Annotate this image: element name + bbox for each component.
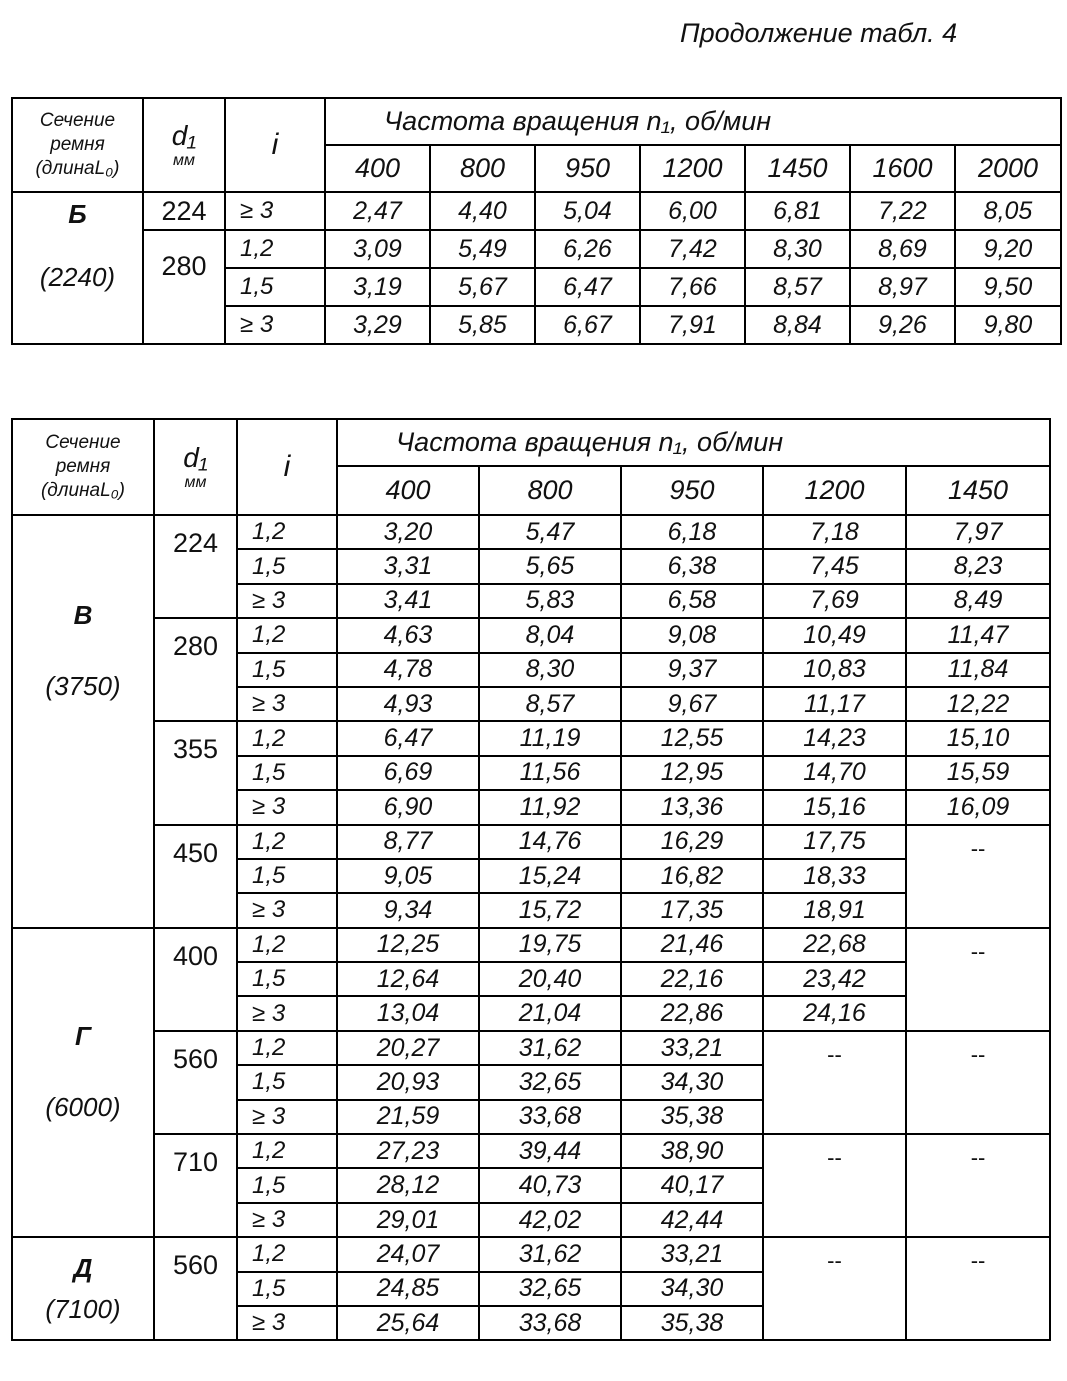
section-cell — [12, 1237, 154, 1340]
value-cell: 6,18 — [621, 515, 763, 549]
value-cell: 23,42 — [763, 962, 906, 996]
i-cell: 1,5 — [237, 1168, 337, 1202]
value-cell: 8,49 — [906, 584, 1050, 618]
header-d1 — [154, 419, 237, 515]
empty-value-cell: -- — [906, 1237, 1050, 1340]
value-cell: 11,47 — [906, 618, 1050, 652]
section-name: Д — [73, 1252, 93, 1283]
value-cell: 6,69 — [337, 756, 479, 790]
value-cell: 16,29 — [621, 825, 763, 859]
value-cell: 3,09 — [325, 230, 430, 268]
value-cell: 18,33 — [763, 859, 906, 893]
table-row — [12, 515, 1050, 549]
value-cell: 7,97 — [906, 515, 1050, 549]
i-cell: ≥ 3 — [237, 1203, 337, 1237]
value-cell: 11,92 — [479, 790, 621, 824]
value-cell: 3,41 — [337, 584, 479, 618]
value-cell: 14,76 — [479, 825, 621, 859]
value-cell: 5,83 — [479, 584, 621, 618]
value-cell: 5,47 — [479, 515, 621, 549]
frequency-header: 800 — [479, 466, 621, 515]
value-cell: 8,30 — [479, 653, 621, 687]
d1-cell: 560 — [154, 1031, 237, 1134]
header-section-line3: (длинаL₀) — [40, 480, 126, 501]
section-name: В — [73, 600, 93, 631]
table-caption: Продолжение табл. 4 — [680, 18, 958, 48]
header-section-line1: Сечение — [39, 110, 116, 131]
value-cell: 8,84 — [745, 306, 850, 344]
value-cell: 6,90 — [337, 790, 479, 824]
value-cell: 12,25 — [337, 928, 479, 962]
value-cell: 7,42 — [640, 230, 745, 268]
value-cell: 39,44 — [479, 1134, 621, 1168]
value-cell: 11,19 — [479, 721, 621, 755]
i-cell: 1,5 — [237, 962, 337, 996]
value-cell: 5,67 — [430, 268, 535, 306]
value-cell: 6,38 — [621, 549, 763, 583]
value-cell: 15,24 — [479, 859, 621, 893]
value-cell: 6,81 — [745, 192, 850, 230]
i-cell: 1,5 — [225, 268, 325, 306]
section-cell — [12, 928, 154, 1238]
value-cell: 25,64 — [337, 1306, 479, 1340]
frequency-header: 1450 — [745, 145, 850, 192]
header-frequency: Частота вращения n₁, об/мин — [325, 98, 1061, 145]
section-length: (2240) — [39, 262, 116, 292]
header-d1-unit: мм — [184, 474, 207, 491]
value-cell: 7,45 — [763, 549, 906, 583]
header-section-line2: ремня — [50, 134, 105, 155]
i-cell: 1,2 — [237, 928, 337, 962]
header-section-line2: ремня — [55, 456, 111, 477]
header-section-line3: (длинаL₀) — [35, 158, 120, 179]
header-i: i — [237, 419, 337, 515]
d1-cell: 224 — [154, 515, 237, 618]
table-row — [12, 928, 1050, 962]
i-cell: ≥ 3 — [237, 893, 337, 927]
value-cell: 22,86 — [621, 996, 763, 1030]
table-row — [12, 618, 1050, 652]
value-cell: 28,12 — [337, 1168, 479, 1202]
frequency-header: 800 — [430, 145, 535, 192]
i-cell: ≥ 3 — [237, 687, 337, 721]
value-cell: 12,55 — [621, 721, 763, 755]
value-cell: 35,38 — [621, 1100, 763, 1134]
value-cell: 9,08 — [621, 618, 763, 652]
value-cell: 10,49 — [763, 618, 906, 652]
value-cell: 3,19 — [325, 268, 430, 306]
value-cell: 17,75 — [763, 825, 906, 859]
value-cell: 2,47 — [325, 192, 430, 230]
empty-value-cell: -- — [763, 1031, 906, 1134]
header-i: i — [225, 98, 325, 192]
value-cell: 15,72 — [479, 893, 621, 927]
section-spacer — [13, 631, 153, 671]
value-cell: 11,84 — [906, 653, 1050, 687]
empty-value-cell: -- — [906, 928, 1050, 1031]
section-spacer — [13, 230, 142, 262]
value-cell: 7,18 — [763, 515, 906, 549]
value-cell: 22,16 — [621, 962, 763, 996]
frequency-header: 1450 — [906, 466, 1050, 515]
value-cell: 15,16 — [763, 790, 906, 824]
value-cell: 16,09 — [906, 790, 1050, 824]
empty-value-cell: -- — [763, 1237, 906, 1340]
value-cell: 12,64 — [337, 962, 479, 996]
value-cell: 7,69 — [763, 584, 906, 618]
frequency-header: 950 — [535, 145, 640, 192]
table-section-b — [11, 97, 1062, 345]
value-cell: 9,26 — [850, 306, 955, 344]
value-cell: 13,36 — [621, 790, 763, 824]
i-cell: 1,5 — [237, 653, 337, 687]
i-cell: 1,5 — [237, 549, 337, 583]
header-d1-unit: мм — [173, 152, 195, 169]
frequency-header: 1200 — [640, 145, 745, 192]
value-cell: 9,37 — [621, 653, 763, 687]
value-cell: 8,77 — [337, 825, 479, 859]
d1-cell: 710 — [154, 1134, 237, 1237]
i-cell: 1,2 — [237, 515, 337, 549]
section-length: (6000) — [45, 1092, 121, 1123]
value-cell: 12,95 — [621, 756, 763, 790]
table-row — [12, 230, 1061, 268]
value-cell: 4,78 — [337, 653, 479, 687]
section-name: Б — [68, 199, 87, 229]
value-cell: 11,56 — [479, 756, 621, 790]
section-length: (7100) — [45, 1293, 121, 1324]
value-cell: 9,05 — [337, 859, 479, 893]
section-spacer — [13, 1052, 153, 1092]
i-cell: ≥ 3 — [237, 790, 337, 824]
table-row — [12, 825, 1050, 859]
value-cell: 11,17 — [763, 687, 906, 721]
i-cell: 1,5 — [237, 756, 337, 790]
value-cell: 27,23 — [337, 1134, 479, 1168]
value-cell: 17,35 — [621, 893, 763, 927]
value-cell: 8,30 — [745, 230, 850, 268]
value-cell: 21,04 — [479, 996, 621, 1030]
d1-cell: 560 — [154, 1237, 237, 1340]
value-cell: 18,91 — [763, 893, 906, 927]
header-section — [12, 419, 154, 515]
value-cell: 3,20 — [337, 515, 479, 549]
table-row — [12, 1237, 1050, 1271]
header-frequency: Частота вращения n₁, об/мин — [337, 419, 1050, 466]
value-cell: 24,85 — [337, 1272, 479, 1306]
value-cell: 6,67 — [535, 306, 640, 344]
value-cell: 12,22 — [906, 687, 1050, 721]
value-cell: 34,30 — [621, 1272, 763, 1306]
header-d1 — [143, 98, 225, 192]
value-cell: 10,83 — [763, 653, 906, 687]
table-row — [12, 721, 1050, 755]
value-cell: 20,93 — [337, 1065, 479, 1099]
value-cell: 42,02 — [479, 1203, 621, 1237]
frequency-header: 1600 — [850, 145, 955, 192]
value-cell: 4,93 — [337, 687, 479, 721]
value-cell: 24,16 — [763, 996, 906, 1030]
section-cell — [12, 192, 143, 344]
value-cell: 6,47 — [337, 721, 479, 755]
value-cell: 7,91 — [640, 306, 745, 344]
value-cell: 16,82 — [621, 859, 763, 893]
value-cell: 9,80 — [955, 306, 1061, 344]
value-cell: 8,69 — [850, 230, 955, 268]
value-cell: 9,34 — [337, 893, 479, 927]
value-cell: 9,50 — [955, 268, 1061, 306]
i-cell: ≥ 3 — [237, 996, 337, 1030]
value-cell: 40,17 — [621, 1168, 763, 1202]
value-cell: 32,65 — [479, 1272, 621, 1306]
value-cell: 14,70 — [763, 756, 906, 790]
frequency-header: 1200 — [763, 466, 906, 515]
header-section — [12, 98, 143, 192]
i-cell: 1,2 — [237, 618, 337, 652]
value-cell: 14,23 — [763, 721, 906, 755]
i-cell: ≥ 3 — [237, 1100, 337, 1134]
empty-value-cell: -- — [906, 1031, 1050, 1134]
value-cell: 32,65 — [479, 1065, 621, 1099]
d1-cell: 280 — [143, 230, 225, 344]
value-cell: 6,00 — [640, 192, 745, 230]
i-cell: 1,2 — [225, 230, 325, 268]
value-cell: 31,62 — [479, 1237, 621, 1271]
value-cell: 8,05 — [955, 192, 1061, 230]
value-cell: 20,27 — [337, 1031, 479, 1065]
value-cell: 29,01 — [337, 1203, 479, 1237]
value-cell: 6,47 — [535, 268, 640, 306]
value-cell: 8,23 — [906, 549, 1050, 583]
value-cell: 13,04 — [337, 996, 479, 1030]
empty-value-cell: -- — [906, 825, 1050, 928]
value-cell: 7,22 — [850, 192, 955, 230]
value-cell: 9,67 — [621, 687, 763, 721]
value-cell: 15,10 — [906, 721, 1050, 755]
i-cell: 1,2 — [237, 825, 337, 859]
value-cell: 5,49 — [430, 230, 535, 268]
section-cell — [12, 515, 154, 928]
d1-cell: 280 — [154, 618, 237, 721]
value-cell: 3,31 — [337, 549, 479, 583]
value-cell: 8,57 — [479, 687, 621, 721]
table-row — [12, 192, 1061, 230]
i-cell: 1,5 — [237, 1272, 337, 1306]
value-cell: 34,30 — [621, 1065, 763, 1099]
d1-cell: 355 — [154, 721, 237, 824]
i-cell: 1,2 — [237, 1031, 337, 1065]
frequency-header: 2000 — [955, 145, 1061, 192]
header-d1-label: d₁ — [171, 120, 197, 151]
value-cell: 40,73 — [479, 1168, 621, 1202]
section-length: (3750) — [45, 671, 121, 702]
value-cell: 33,68 — [479, 1100, 621, 1134]
i-cell: 1,2 — [237, 1237, 337, 1271]
value-cell: 38,90 — [621, 1134, 763, 1168]
value-cell: 31,62 — [479, 1031, 621, 1065]
d1-cell: 224 — [143, 192, 225, 230]
value-cell: 33,68 — [479, 1306, 621, 1340]
value-cell: 33,21 — [621, 1237, 763, 1271]
value-cell: 24,07 — [337, 1237, 479, 1271]
value-cell: 21,46 — [621, 928, 763, 962]
frequency-header: 400 — [337, 466, 479, 515]
value-cell: 8,04 — [479, 618, 621, 652]
value-cell: 5,04 — [535, 192, 640, 230]
i-cell: 1,5 — [237, 859, 337, 893]
value-cell: 42,44 — [621, 1203, 763, 1237]
value-cell: 9,20 — [955, 230, 1061, 268]
value-cell: 8,97 — [850, 268, 955, 306]
i-cell: ≥ 3 — [225, 192, 325, 230]
value-cell: 5,65 — [479, 549, 621, 583]
empty-value-cell: -- — [763, 1134, 906, 1237]
value-cell: 22,68 — [763, 928, 906, 962]
i-cell: 1,2 — [237, 721, 337, 755]
value-cell: 19,75 — [479, 928, 621, 962]
i-cell: ≥ 3 — [237, 584, 337, 618]
frequency-header: 400 — [325, 145, 430, 192]
i-cell: 1,2 — [237, 1134, 337, 1168]
value-cell: 20,40 — [479, 962, 621, 996]
section-name: Г — [75, 1021, 91, 1052]
table-row — [12, 1031, 1050, 1065]
i-cell: 1,5 — [237, 1065, 337, 1099]
d1-cell: 450 — [154, 825, 237, 928]
frequency-header: 950 — [621, 466, 763, 515]
section-spacer — [13, 1284, 153, 1294]
header-d1-label: d₁ — [183, 442, 208, 473]
value-cell: 4,40 — [430, 192, 535, 230]
value-cell: 6,58 — [621, 584, 763, 618]
header-section-line1: Сечение — [45, 432, 121, 453]
value-cell: 4,63 — [337, 618, 479, 652]
value-cell: 21,59 — [337, 1100, 479, 1134]
value-cell: 15,59 — [906, 756, 1050, 790]
i-cell: ≥ 3 — [225, 306, 325, 344]
empty-value-cell: -- — [906, 1134, 1050, 1237]
value-cell: 33,21 — [621, 1031, 763, 1065]
d1-cell: 400 — [154, 928, 237, 1031]
i-cell: ≥ 3 — [237, 1306, 337, 1340]
value-cell: 35,38 — [621, 1306, 763, 1340]
table-sections-v-g-d — [11, 418, 1051, 1341]
value-cell: 6,26 — [535, 230, 640, 268]
table-row — [12, 1134, 1050, 1168]
value-cell: 7,66 — [640, 268, 745, 306]
value-cell: 3,29 — [325, 306, 430, 344]
value-cell: 8,57 — [745, 268, 850, 306]
value-cell: 5,85 — [430, 306, 535, 344]
